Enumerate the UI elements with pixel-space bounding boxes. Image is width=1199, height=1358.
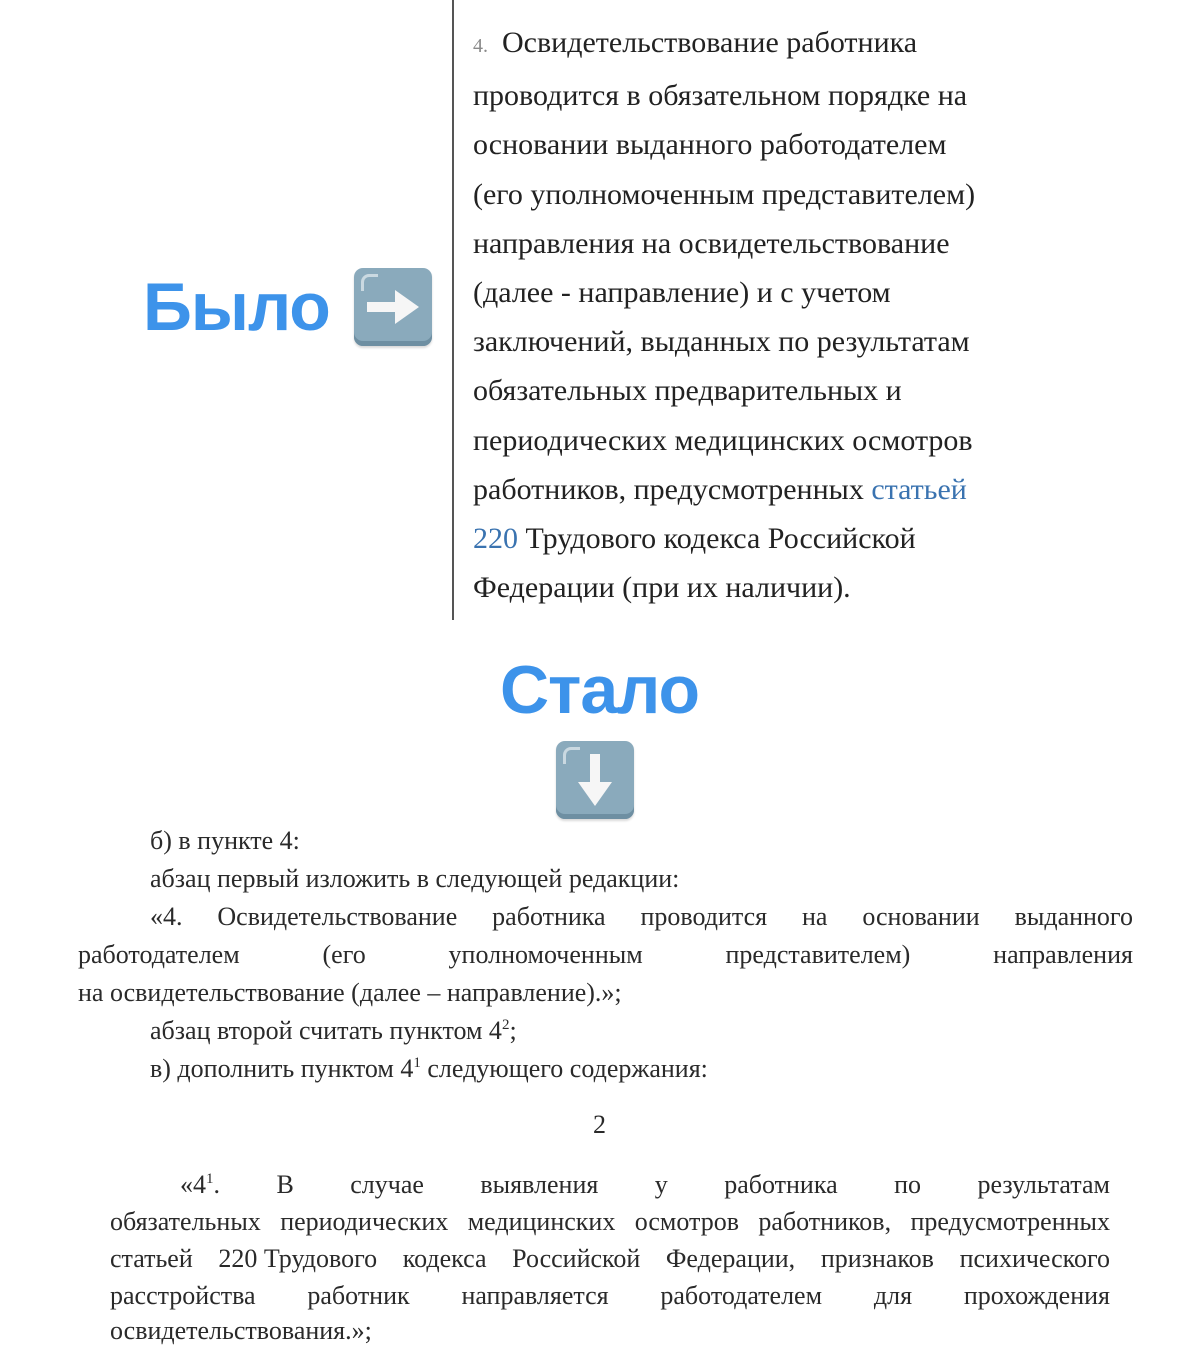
old-line-1: 4. Освидетельствование работника — [473, 26, 918, 59]
second-paragraph-instruction: абзац второй считать пунктом $4^2$; — [150, 1016, 517, 1045]
was-label: Было — [143, 269, 330, 345]
old-line-2: проводится в обязательном порядке на — [473, 79, 968, 113]
article-220-link[interactable]: статьей — [871, 472, 967, 506]
old-line-12: Федерации (при их наличии). — [473, 571, 851, 605]
quote-line-1: «4. Освидетельствование работника проводится на основании выданного — [150, 902, 1133, 931]
page-number: 2 — [593, 1110, 606, 1139]
new-item-line-5: освидетельствования.»; — [110, 1316, 372, 1345]
old-line-3: основании выданного работодателем — [473, 128, 947, 162]
old-line-11: 220 Трудового кодекса Российской — [473, 522, 916, 556]
old-line-8: обязательных предварительных и — [473, 374, 902, 408]
old-line-6: (далее - направление) и с учетом — [473, 276, 891, 310]
article-220-link-cont[interactable]: 220 — [473, 522, 518, 556]
new-item-line-3: статьей 220 Трудового кодекса Российской Федерации, признаков психического — [110, 1244, 1110, 1273]
new-item-line-4: расстройства работник направляется работодателем для прохождения — [110, 1281, 1110, 1310]
item-v: в) дополнить пунктом $4^1$ следующего содержания: — [150, 1054, 708, 1083]
quote-line-2: работодателем (его уполномоченным представителем) направления — [78, 940, 1133, 969]
old-line-7: заключений, выданных по результатам — [473, 325, 970, 359]
became-label: Стало — [499, 652, 700, 728]
paragraph-number: 4. — [473, 35, 488, 57]
first-paragraph-instruction: абзац первый изложить в следующей редакции: — [150, 864, 680, 893]
old-line-5: направления на освидетельствование — [473, 226, 950, 260]
item-b: б) в пункте 4: — [150, 826, 300, 855]
new-item-line-1: «$4^1$. В случае выявления у работника по результатам — [180, 1170, 1110, 1199]
old-line-4: (его уполномоченным представителем) — [473, 177, 976, 211]
old-line-9: периодических медицинских осмотров — [473, 423, 973, 457]
quote-line-3: на освидетельствование (далее – направление).»; — [78, 978, 622, 1007]
old-line-10: работников, предусмотренных статьей — [473, 472, 967, 506]
new-item-line-2: обязательных периодических медицинских осмотров работников, предусмотренных — [110, 1207, 1110, 1236]
